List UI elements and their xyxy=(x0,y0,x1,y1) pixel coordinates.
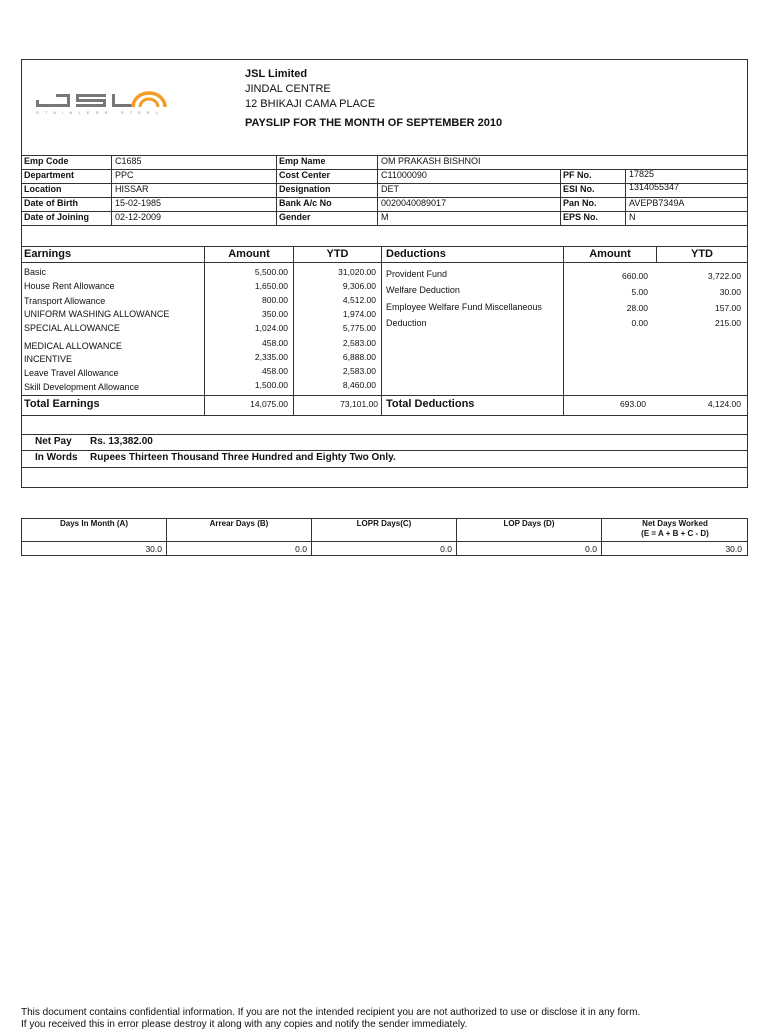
esi-no-label: ESI No. xyxy=(563,184,595,194)
pf-no-label: PF No. xyxy=(563,170,592,180)
company-address-line2: 12 BHIKAJI CAMA PLACE xyxy=(245,98,376,110)
emp-code-label: Emp Code xyxy=(24,156,69,166)
deduction-ytd: 215.00 xyxy=(715,318,741,328)
emp-name-value: OM PRAKASH BISHNOI xyxy=(381,156,481,166)
emp-code-value: C1685 xyxy=(115,156,142,166)
earning-name: Skill Development Allowance xyxy=(24,382,140,392)
earning-name: MEDICAL ALLOWANCE xyxy=(24,341,122,351)
location-value: HISSAR xyxy=(115,184,149,194)
total-earnings-ytd: 73,101.00 xyxy=(340,399,378,409)
earnings-header: Earnings xyxy=(24,248,72,260)
earning-name: House Rent Allowance xyxy=(24,281,115,291)
earning-amount: 2,335.00 xyxy=(254,352,288,362)
deduction-amount: 28.00 xyxy=(626,303,648,313)
days-header-days-in-month: Days In Month (A) xyxy=(60,519,128,528)
logo-tagline: STAINLESS STEEL xyxy=(36,110,165,115)
earning-name: UNIFORM WASHING ALLOWANCE xyxy=(24,309,170,319)
earnings-amount-header: Amount xyxy=(228,248,270,260)
earning-amount: 5,500.00 xyxy=(254,267,288,277)
days-value-b: 0.0 xyxy=(295,544,307,554)
company-address-line1: JINDAL CENTRE xyxy=(245,83,331,95)
earning-name: INCENTIVE xyxy=(24,354,73,364)
bank-ac-label: Bank A/c No xyxy=(279,198,332,208)
earning-amount: 1,650.00 xyxy=(254,281,288,291)
earning-ytd: 9,306.00 xyxy=(342,281,376,291)
days-header-lop-days: LOP Days (D) xyxy=(503,519,555,528)
deduction-name: Employee Welfare Fund Miscellaneous xyxy=(386,302,542,312)
net-pay-value: Rs. 13,382.00 xyxy=(90,436,153,447)
bank-ac-value: 0020040089017 xyxy=(381,198,447,208)
earning-name: SPECIAL ALLOWANCE xyxy=(24,323,120,333)
pf-no-value: 17825 xyxy=(629,169,655,179)
earnings-ytd-header: YTD xyxy=(326,248,349,260)
days-header-lopr-days: LOPR Days(C) xyxy=(356,519,412,528)
eps-no-value: N xyxy=(629,212,636,222)
pan-no-label: Pan No. xyxy=(563,198,597,208)
total-earnings-amount: 14,075.00 xyxy=(250,399,288,409)
pan-no-value: AVEPB7349A xyxy=(629,198,685,208)
location-label: Location xyxy=(24,184,62,194)
designation-label: Designation xyxy=(279,184,331,194)
footer-disclaimer-line1: This document contains confidential information. If you are not the intended recipient you are not authorized to use or disclose it in any form. xyxy=(21,1007,641,1018)
earning-amount: 458.00 xyxy=(262,338,288,348)
earning-ytd: 1,974.00 xyxy=(342,309,376,319)
total-deductions-ytd: 4,124.00 xyxy=(707,399,741,409)
deduction-ytd: 3,722.00 xyxy=(707,271,741,281)
in-words-value: Rupees Thirteen Thousand Three Hundred and Eighty Two Only. xyxy=(90,452,396,463)
earning-name: Basic xyxy=(24,267,47,277)
deduction-amount: 5.00 xyxy=(631,287,648,297)
emp-name-label: Emp Name xyxy=(279,156,326,166)
total-earnings-label: Total Earnings xyxy=(24,398,100,410)
doj-label: Date of Joining xyxy=(24,212,89,222)
department-value: PPC xyxy=(115,170,134,180)
designation-value: DET xyxy=(381,184,399,194)
deductions-ytd-header: YTD xyxy=(691,248,713,260)
dob-value: 15-02-1985 xyxy=(115,198,162,208)
doj-value: 02-12-2009 xyxy=(115,212,162,222)
earning-ytd: 4,512.00 xyxy=(342,295,376,305)
days-header-net-days: Net Days Worked xyxy=(642,519,708,528)
days-value-e: 30.0 xyxy=(725,544,742,554)
days-net-formula: (E = A + B + C - D) xyxy=(641,529,709,538)
cost-center-label: Cost Center xyxy=(279,170,331,180)
deduction-name: Deduction xyxy=(386,318,427,328)
gender-label: Gender xyxy=(279,212,311,222)
deductions-header: Deductions xyxy=(386,248,446,260)
cost-center-value: C11000090 xyxy=(381,170,427,180)
footer-disclaimer-line2: If you received this in error please destroy it along with any copies and notify the sender immediately. xyxy=(21,1019,468,1030)
earning-ytd: 2,583.00 xyxy=(342,338,376,348)
in-words-label: In Words xyxy=(35,452,78,463)
company-name: JSL Limited xyxy=(245,68,308,80)
days-header-arrear-days: Arrear Days (B) xyxy=(209,519,269,528)
days-value-d: 0.0 xyxy=(585,544,597,554)
earning-ytd: 8,460.00 xyxy=(342,380,376,390)
earning-ytd: 31,020.00 xyxy=(338,267,376,277)
payslip-title: PAYSLIP FOR THE MONTH OF SEPTEMBER 2010 xyxy=(245,117,503,129)
eps-no-label: EPS No. xyxy=(563,212,599,222)
company-logo xyxy=(32,90,167,118)
dob-label: Date of Birth xyxy=(24,198,78,208)
department-label: Department xyxy=(24,170,75,180)
total-deductions-amount: 693.00 xyxy=(620,399,646,409)
esi-no-value: 1314055347 xyxy=(629,182,680,192)
deduction-ytd: 157.00 xyxy=(715,303,741,313)
deduction-name: Welfare Deduction xyxy=(386,285,460,295)
deduction-ytd: 30.00 xyxy=(719,287,741,297)
net-pay-label: Net Pay xyxy=(35,436,72,447)
earning-name: Transport Allowance xyxy=(24,296,106,306)
deduction-name: Provident Fund xyxy=(386,269,448,279)
deduction-amount: 0.00 xyxy=(631,318,648,328)
deduction-amount: 660.00 xyxy=(622,271,648,281)
deductions-amount-header: Amount xyxy=(589,248,631,260)
total-deductions-label: Total Deductions xyxy=(386,398,475,410)
earning-ytd: 6,888.00 xyxy=(342,352,376,362)
earning-ytd: 2,583.00 xyxy=(342,366,376,376)
earning-amount: 350.00 xyxy=(262,309,288,319)
earning-amount: 458.00 xyxy=(262,366,288,376)
gender-value: M xyxy=(381,212,389,222)
earning-amount: 1,500.00 xyxy=(254,380,288,390)
earning-amount: 1,024.00 xyxy=(254,323,288,333)
days-value-a: 30.0 xyxy=(145,544,162,554)
days-value-c: 0.0 xyxy=(440,544,452,554)
earning-name: Leave Travel Allowance xyxy=(24,368,119,378)
earning-amount: 800.00 xyxy=(262,295,288,305)
earning-ytd: 5,775.00 xyxy=(342,323,376,333)
